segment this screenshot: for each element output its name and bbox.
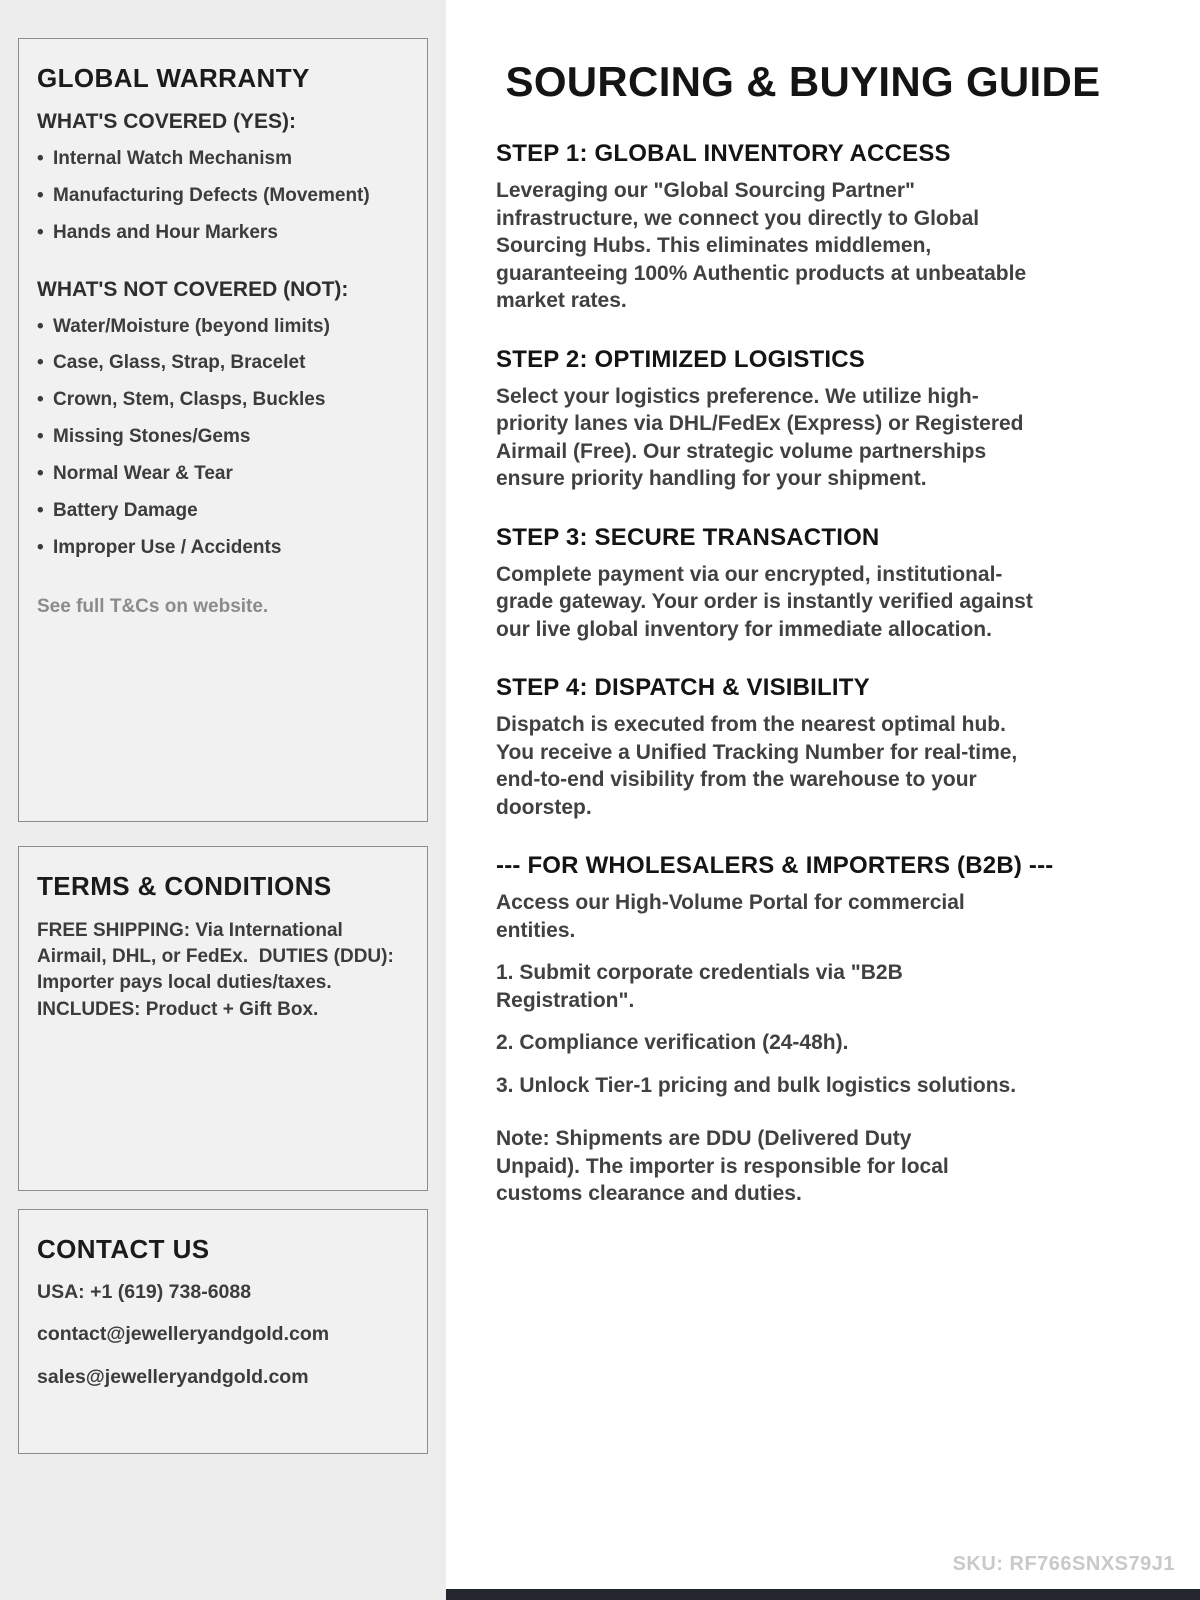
warranty-footnote: See full T&Cs on website.	[37, 596, 269, 618]
step-1-heading: STEP 1: GLOBAL INVENTORY ACCESS	[496, 140, 951, 167]
terms-body: FREE SHIPPING: Via International Airmail, DHL, or FedEx. DUTIES (DDU): Importer pays local duties/taxes. INCLUDES: Product + Gift Box.	[37, 920, 400, 1020]
b2b-note: Note: Shipments are DDU (Delivered Duty Unpaid). The importer is responsible for local customs clearance and duties.	[496, 1127, 949, 1205]
list-item: • Battery Damage	[37, 500, 409, 522]
warranty-not-covered-heading: WHAT'S NOT COVERED (NOT):	[37, 277, 349, 301]
warranty-not-covered-list	[37, 316, 409, 559]
sku-label: SKU: RF766SNXS79J1	[952, 1553, 1175, 1575]
step-4-section	[496, 674, 1200, 821]
warranty-covered-list	[37, 148, 409, 244]
terms-title: TERMS & CONDITIONS	[37, 871, 332, 901]
list-item: • Crown, Stem, Clasps, Buckles	[37, 389, 409, 411]
step-1-section	[496, 140, 1200, 315]
contact-email-primary: contact@jewelleryandgold.com	[37, 1323, 330, 1346]
step-3-body: Complete payment via our encrypted, institutional-grade gateway. Your order is instantly verified against our live global inventory for immediate allocation.	[496, 562, 1033, 641]
list-item: • Case, Glass, Strap, Bracelet	[37, 352, 409, 374]
contact-us-box	[18, 1209, 428, 1454]
list-item: • Internal Watch Mechanism	[37, 148, 409, 170]
sidebar	[0, 0, 446, 1600]
list-item: • Manufacturing Defects (Movement)	[37, 185, 409, 207]
footer-bar	[446, 1589, 1200, 1600]
b2b-intro: Access our High-Volume Portal for commercial entities.	[496, 891, 965, 942]
contact-title: CONTACT US	[37, 1234, 210, 1264]
step-3-section	[496, 524, 1200, 644]
warranty-covered-heading: WHAT'S COVERED (YES):	[37, 110, 296, 133]
b2b-item-1: 1. Submit corporate credentials via "B2B Registration".	[496, 961, 903, 1012]
b2b-item-2: 2. Compliance verification (24-48h).	[496, 1031, 849, 1054]
step-1-body: Leveraging our "Global Sourcing Partner" infrastructure, we connect you directly to Global Sourcing Hubs. This eliminates middlemen, guaranteeing 100% Authentic products at unbeatable market rates.	[496, 179, 1027, 312]
step-3-heading: STEP 3: SECURE TRANSACTION	[496, 523, 880, 551]
b2b-heading: --- FOR WHOLESALERS & IMPORTERS (B2B) ---	[496, 852, 1054, 879]
terms-conditions-box	[18, 846, 428, 1191]
global-warranty-box	[18, 38, 428, 822]
step-2-section	[496, 346, 1200, 493]
step-2-heading: STEP 2: OPTIMIZED LOGISTICS	[496, 345, 865, 373]
contact-phone: USA: +1 (619) 738-6088	[37, 1281, 252, 1303]
b2b-section	[496, 852, 1200, 1208]
list-item: • Water/Moisture (beyond limits)	[37, 316, 409, 338]
page-title: SOURCING & BUYING GUIDE	[505, 58, 1101, 105]
list-item: • Hands and Hour Markers	[37, 222, 409, 244]
contact-email-sales: sales@jewelleryandgold.com	[37, 1365, 309, 1388]
step-2-body: Select your logistics preference. We utilize high-priority lanes via DHL/FedEx (Express) or Registered Airmail (Free). Our strategic volume partnerships ensure priority handling for your shipment.	[496, 384, 1024, 490]
step-4-body: Dispatch is executed from the nearest optimal hub. You receive a Unified Tracking Number for real-time, end-to-end visibility from the warehouse to your doorstep.	[496, 713, 1018, 819]
list-item: • Normal Wear & Tear	[37, 463, 409, 485]
list-item: • Improper Use / Accidents	[37, 537, 409, 559]
step-4-heading: STEP 4: DISPATCH & VISIBILITY	[496, 674, 870, 701]
warranty-title: GLOBAL WARRANTY	[37, 63, 310, 93]
list-item: • Missing Stones/Gems	[37, 426, 409, 448]
b2b-item-3: 3. Unlock Tier-1 pricing and bulk logistics solutions.	[496, 1073, 1017, 1097]
main-content	[446, 0, 1200, 1600]
